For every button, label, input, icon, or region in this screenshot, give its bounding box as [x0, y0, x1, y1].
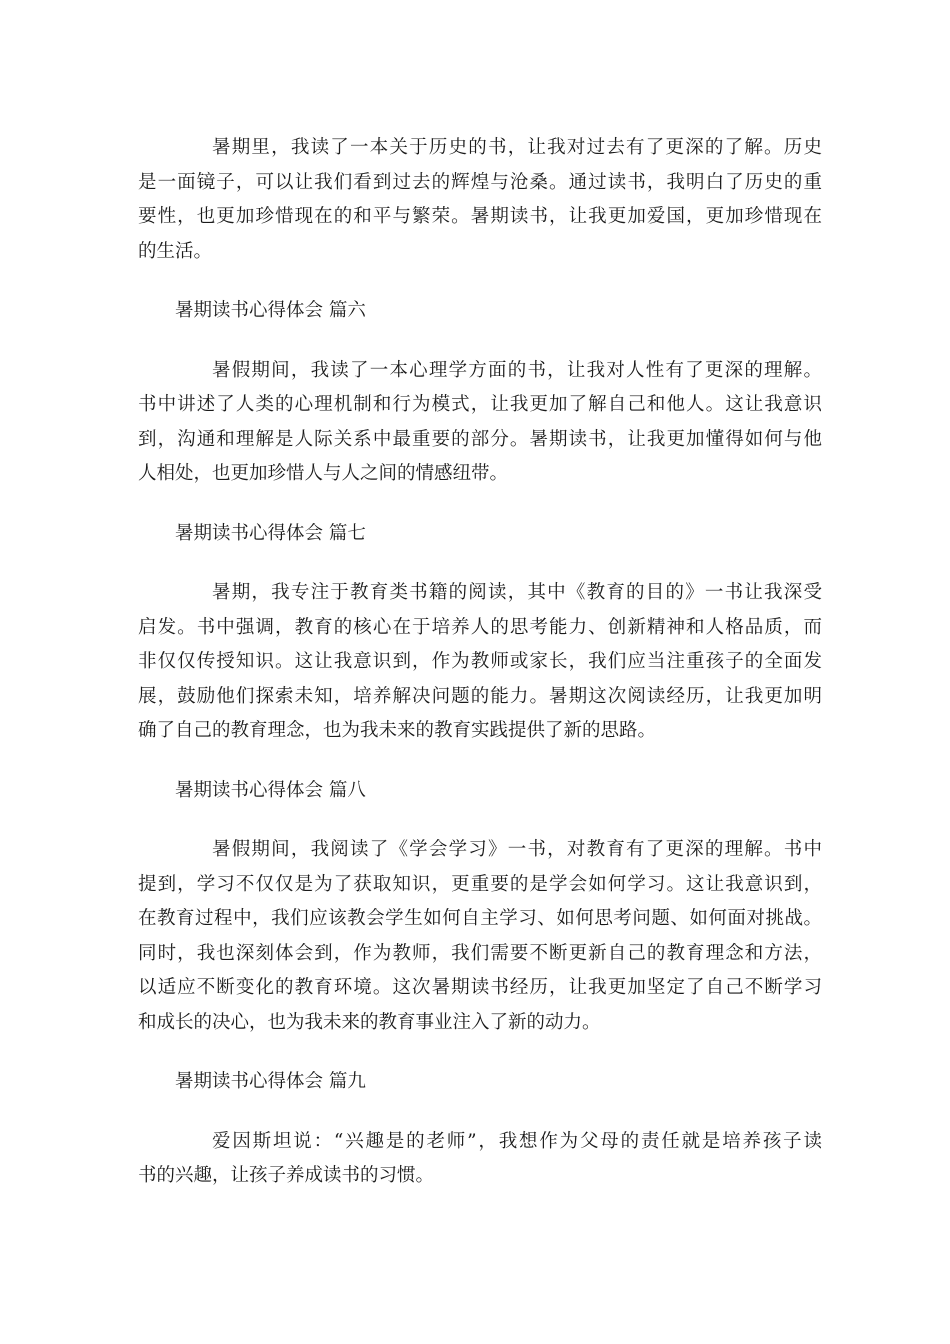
- text-line: 启发。书中强调，教育的核心在于培养人的思考能力、创新精神和人格品质，而: [138, 616, 822, 638]
- text-line: 书的兴趣，让孩子养成读书的习惯。: [138, 1165, 435, 1186]
- text-line: 以适应不断变化的教育环境。这次暑期读书经历，让我更加坚定了自己不断学习: [138, 977, 822, 998]
- paragraph-learning-to-learn: [138, 833, 822, 1040]
- text-line: 在教育过程中，我们应该教会学生如何自主学习、如何思考问题、如何面对挑战。: [138, 908, 822, 929]
- text-line: 非仅仅传授知识。这让我意识到，作为教师或家长，我们应当注重孩子的全面发: [138, 651, 822, 672]
- section-heading-9: 暑期读书心得体会 篇九: [175, 1071, 366, 1092]
- paragraph-einstein: [138, 1125, 822, 1194]
- paragraph-history: [138, 131, 822, 269]
- text-line: 确了自己的教育理念，也为我未来的教育实践提供了新的思路。: [138, 720, 657, 741]
- paragraph-education-purpose: [138, 576, 822, 749]
- text-line: 暑假期间，我阅读了《学会学习》一书，对教育有了更深的理解。书中: [212, 839, 822, 860]
- section-heading-7: 暑期读书心得体会 篇七: [175, 522, 366, 544]
- text-line: 到，沟通和理解是人际关系中最重要的部分。暑期读书，让我更加懂得如何与他: [138, 428, 822, 450]
- section-heading-6: 暑期读书心得体会 篇六: [175, 300, 366, 321]
- text-line: 人相处，也更加珍惜人与人之间的情感纽带。: [138, 463, 509, 484]
- text-line: 和成长的决心，也为我未来的教育事业注入了新的动力。: [138, 1011, 601, 1033]
- text-line: 暑假期间，我读了一本心理学方面的书，让我对人性有了更深的理解。: [212, 359, 822, 381]
- text-line: 同时，我也深刻体会到，作为教师，我们需要不断更新自己的教育理念和方法，: [138, 942, 822, 964]
- text-line: 的生活。: [138, 240, 213, 262]
- text-line: 暑期，我专注于教育类书籍的阅读，其中《教育的目的》一书让我深受: [212, 582, 822, 603]
- text-line: 爱因斯坦说：“兴趣是的老师”，我想作为父母的责任就是培养孩子读: [212, 1130, 822, 1152]
- text-line: 提到，学习不仅仅是为了获取知识，更重要的是学会如何学习。这让我意识到，: [138, 873, 822, 895]
- text-line: 展，鼓励他们探索未知，培养解决问题的能力。暑期这次阅读经历，让我更加明: [138, 685, 822, 707]
- paragraph-psychology: [138, 354, 822, 492]
- text-line: 是一面镜子，可以让我们看到过去的辉煌与沧桑。通过读书，我明白了历史的重: [138, 171, 822, 193]
- section-heading-8: 暑期读书心得体会 篇八: [175, 779, 366, 801]
- text-line: 要性，也更加珍惜现在的和平与繁荣。暑期读书，让我更加爱国，更加珍惜现在: [138, 206, 822, 227]
- text-line: 暑期里，我读了一本关于历史的书，让我对过去有了更深的了解。历史: [212, 137, 822, 158]
- document-page: [138, 131, 822, 1194]
- text-line: 书中讲述了人类的心理机制和行为模式，让我更加了解自己和他人。这让我意识: [138, 394, 822, 415]
